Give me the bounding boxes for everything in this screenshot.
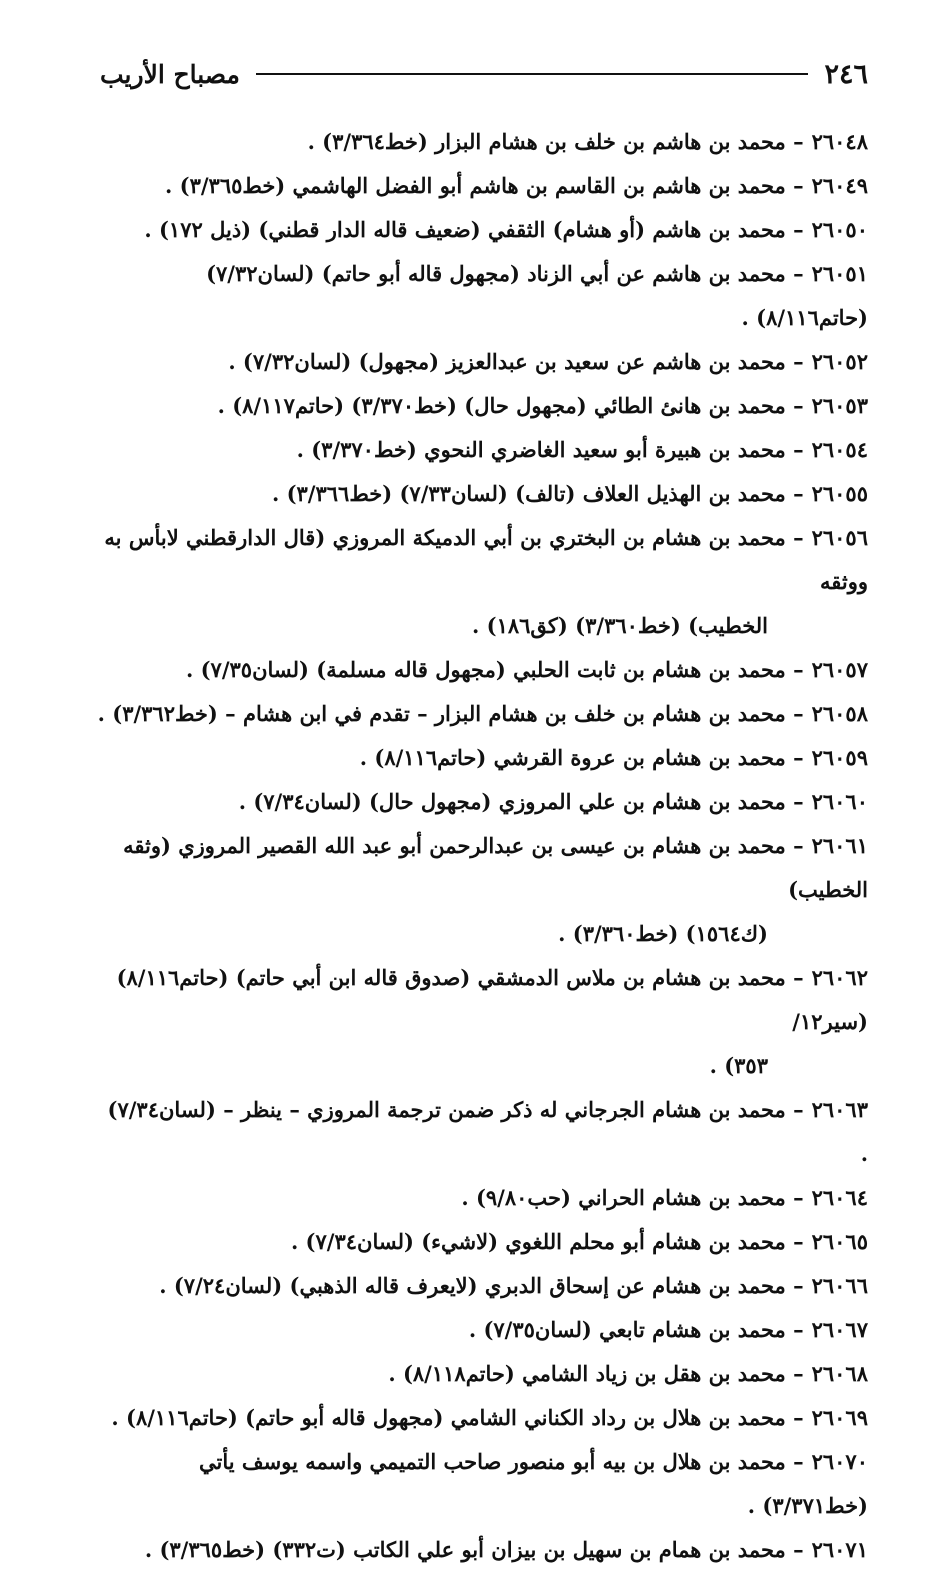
- entry-text: – محمد بن هشام بن ملاس الدمشقي (صدوق قاله ابن أبي حاتم) (حاتم٨/١١٦) (سير١٢/: [116, 965, 868, 1034]
- entry-text: – محمد بن هاشم عن سعيد بن عبدالعزيز (مجهول) (لسان٧/٣٢) .: [228, 349, 804, 374]
- page-header: [100, 54, 868, 94]
- entry-text: – محمد بن هبيرة أبو سعيد الغاضري النحوي (خط٣/٣٧٠) .: [296, 437, 804, 462]
- entry-item: [96, 120, 868, 164]
- entry-number: ٢٦٠٤٨: [811, 129, 868, 154]
- entry-number: ٢٦٠٥٢: [811, 349, 868, 374]
- entry-item: [96, 956, 868, 1088]
- entry-number: ٢٦٠٥٨: [811, 701, 868, 726]
- running-title: مصباح الأريب: [100, 59, 240, 89]
- entry-number: ٢٦٠٦٤: [811, 1185, 868, 1210]
- entry-number: ٢٦٠٥٣: [811, 393, 868, 418]
- entry-number: ٢٦٠٦٢: [811, 965, 868, 990]
- entry-number: ٢٦٠٥١: [811, 261, 868, 286]
- entry-text: – محمد بن هشام تابعي (لسان٧/٣٥) .: [468, 1317, 804, 1342]
- entry-text: – محمد بن هانئ الطائي (مجهول حال) (خط٣/٣٧٠) (حاتم٨/١١٧) .: [217, 393, 804, 418]
- entry-item: [96, 340, 868, 384]
- entry-text: – محمد بن همام بن سهيل بن بيزان أبو علي الكاتب (ت٣٣٢) (خط٣/٣٦٥) .: [144, 1537, 804, 1562]
- entry-number: ٢٦٠٦٠: [811, 789, 868, 814]
- entry-text: – محمد بن هشام عن إسحاق الدبري (لايعرف قاله الذهبي) (لسان٧/٢٤) .: [159, 1273, 804, 1298]
- entry-item: [96, 1264, 868, 1308]
- entry-number: ٢٦٠٧٠: [811, 1449, 868, 1474]
- entry-item: [96, 648, 868, 692]
- entry-text: – محمد بن الهذيل العلاف (تالف) (لسان٧/٣٣) (خط٣/٣٦٦) .: [271, 481, 804, 506]
- entry-item: [96, 1396, 868, 1440]
- entry-list: [96, 120, 868, 1572]
- entry-text: – محمد بن هشام بن ثابت الحلبي (مجهول قاله مسلمة) (لسان٧/٣٥) .: [185, 657, 804, 682]
- entry-number: ٢٦٠٤٩: [811, 173, 868, 198]
- entry-text: – محمد بن هقل بن زياد الشامي (حاتم٨/١١٨) .: [388, 1361, 804, 1386]
- entry-text: – محمد بن هاشم (أو هشام) الثقفي (ضعيف قاله الدار قطني) (ذيل ١٧٢) .: [144, 217, 804, 242]
- entry-item: [96, 1528, 868, 1572]
- entry-item: [96, 780, 868, 824]
- entry-item: [96, 252, 868, 340]
- entry-continuation: ٣٥٣) .: [709, 1053, 768, 1078]
- entry-number: ٢٦٠٦٧: [811, 1317, 868, 1342]
- entry-item: [96, 164, 868, 208]
- entry-text: – محمد بن هشام الجرجاني له ذكر ضمن ترجمة المروزي – ينظر – (لسان٧/٣٤) .: [107, 1097, 868, 1166]
- entry-number: ٢٦٠٦٨: [811, 1361, 868, 1386]
- entry-number: ٢٦٠٥٠: [811, 217, 868, 242]
- entry-continuation: الخطيب) (خط٣/٣٦٠) (كق١٨٦) .: [472, 613, 768, 638]
- entry-item: [96, 472, 868, 516]
- entry-number: ٢٦٠٦١: [811, 833, 868, 858]
- entry-text: – محمد بن هشام بن البختري بن أبي الدميكة المروزي (قال الدارقطني لابأس به ووثقه: [104, 525, 868, 594]
- entry-item: [96, 692, 868, 736]
- entry-text: – محمد بن هشام أبو محلم اللغوي (لاشيء) (لسان٧/٣٤) .: [290, 1229, 804, 1254]
- entry-number: ٢٦٠٥٩: [811, 745, 868, 770]
- entry-item: [96, 1440, 868, 1528]
- entry-number: ٢٦٠٦٩: [811, 1405, 868, 1430]
- entry-number: ٢٦٠٥٥: [811, 481, 868, 506]
- entry-text: – محمد بن هشام بن علي المروزي (مجهول حال) (لسان٧/٣٤) .: [238, 789, 804, 814]
- entry-text: – محمد بن هاشم عن أبي الزناد (مجهول قاله أبو حاتم) (لسان٧/٣٢) (حاتم٨/١١٦) .: [206, 261, 868, 330]
- entry-text: – محمد بن هلال بن رداد الكناني الشامي (مجهول قاله أبو حاتم) (حاتم٨/١١٦) .: [111, 1405, 804, 1430]
- entry-number: ٢٦٠٥٤: [811, 437, 868, 462]
- entry-continuation: (ك١٥٦٤) (خط٣/٣٦٠) .: [558, 921, 768, 946]
- entry-text: – محمد بن هشام الحراني (حب٩/٨٠) .: [461, 1185, 804, 1210]
- entry-item: [96, 516, 868, 648]
- entry-number: ٢٦٠٦٣: [811, 1097, 868, 1122]
- entry-text: – محمد بن هاشم بن القاسم بن هاشم أبو الفضل الهاشمي (خط٣/٣٦٥) .: [165, 173, 804, 198]
- entry-text: – محمد بن هاشم بن خلف بن هشام البزار (خط٣/٣٦٤) .: [307, 129, 804, 154]
- entry-item: [96, 1352, 868, 1396]
- entry-item: [96, 208, 868, 252]
- entry-item: [96, 1220, 868, 1264]
- entry-item: [96, 1176, 868, 1220]
- entry-item: [96, 1088, 868, 1176]
- page-number: ٢٤٦: [824, 58, 868, 90]
- entry-item: [96, 736, 868, 780]
- entry-text: – محمد بن هلال بن بيه أبو منصور صاحب التميمي واسمه يوسف يأتي (خط٣/٣٧١) .: [199, 1449, 868, 1518]
- entry-item: [96, 428, 868, 472]
- entry-number: ٢٦٠٦٦: [811, 1273, 868, 1298]
- entry-text: – محمد بن هشام بن خلف بن هشام البزار – تقدم في ابن هشام – (خط٣/٣٦٢) .: [97, 701, 804, 726]
- entry-text: – محمد بن هشام بن عيسى بن عبدالرحمن أبو عبد الله القصير المروزي (وثقه الخطيب): [123, 833, 868, 902]
- entry-number: ٢٦٠٧١: [811, 1537, 868, 1562]
- entry-text: – محمد بن هشام بن عروة القرشي (حاتم٨/١١٦) .: [359, 745, 804, 770]
- entry-number: ٢٦٠٦٥: [811, 1229, 868, 1254]
- entry-number: ٢٦٠٥٧: [811, 657, 868, 682]
- entry-item: [96, 824, 868, 956]
- header-rule: [256, 73, 809, 75]
- entry-item: [96, 1308, 868, 1352]
- entry-number: ٢٦٠٥٦: [811, 525, 868, 550]
- entry-item: [96, 384, 868, 428]
